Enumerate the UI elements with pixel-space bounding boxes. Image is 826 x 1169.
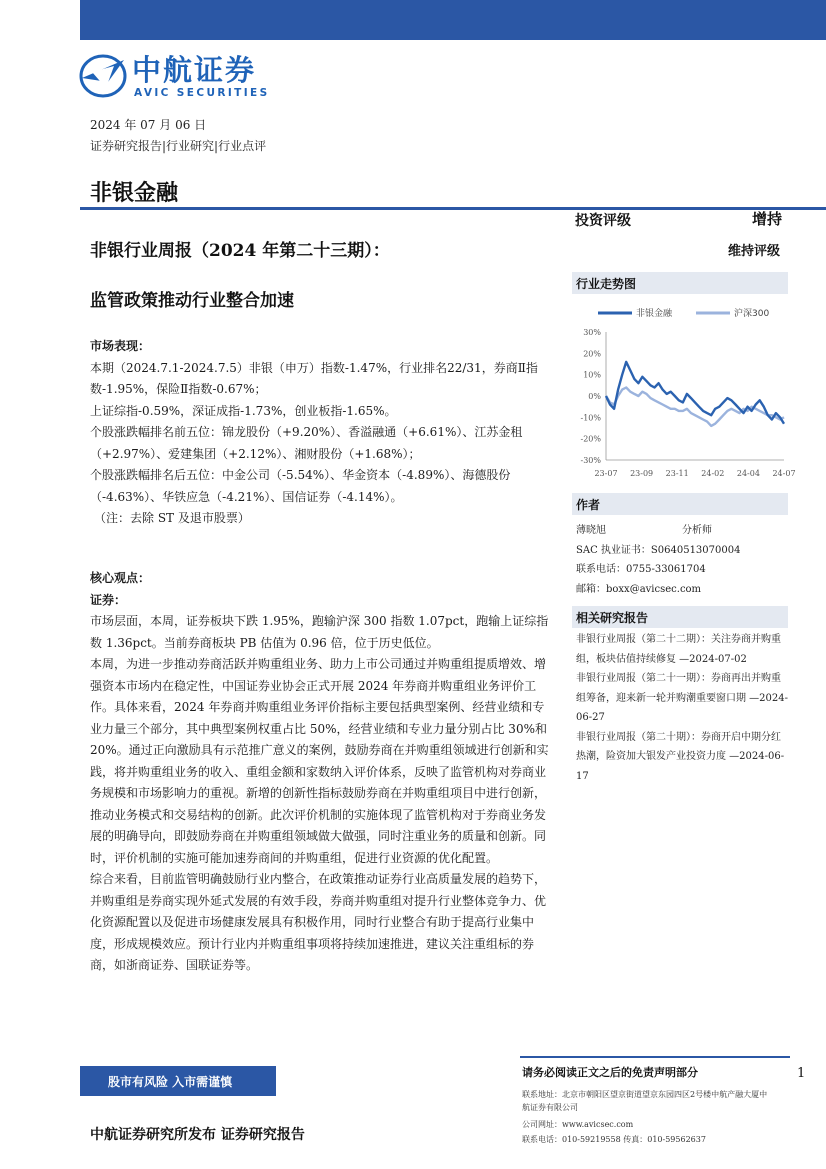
market-line: （注：去除 ST 及退市股票） xyxy=(94,511,250,525)
footer-phone: 联系电话：010-59219558 传真：010-59562637 xyxy=(522,1135,706,1144)
report-subtitle: 监管政策推动行业整合加速 xyxy=(90,291,294,311)
rating-value: 增持 xyxy=(752,210,783,228)
report-date: 2024 年 07 月 06 日 xyxy=(90,118,207,132)
company-logo xyxy=(78,48,278,104)
author-email[interactable]: 邮箱：boxx@avicsec.com xyxy=(576,584,702,595)
core-paragraph: 综合来看，目前监管明确鼓励行业内整合，在政策推动证券行业高质量发展的趋势下，并购重组是券商实现外延式发展的有效手段，券商并购重组对提升行业整体竞争力、优化资源配置以及促进市场健康发展具有积极作用，同时行业整合有助于提高行业集中度，形成规模效应。预计行业内并购重组事项将持续加速推进，建议关注重组标的券商，如浙商证券、国联证券等。 xyxy=(90,872,547,972)
y-tick-label: -10% xyxy=(580,413,601,423)
core-title: 核心观点： xyxy=(90,571,151,585)
related-report-item[interactable]: 非银行业周报（第二十二期）：关注券商并购重组，板块估值持续修复 —2024-07-02 xyxy=(576,634,781,665)
x-tick-label: 24-02 xyxy=(701,469,725,478)
y-tick-label: 10% xyxy=(583,370,601,380)
report-type: 证券研究报告|行业研究|行业点评 xyxy=(90,139,267,153)
disclaimer-note: 请务必阅读正文之后的免责声明部分 xyxy=(522,1066,698,1079)
market-line: 上证综指-0.59%，深证成指-1.73%，创业板指-1.65%。 xyxy=(90,403,397,418)
industry-name: 非银金融 xyxy=(90,180,179,206)
core-section xyxy=(90,568,550,977)
chart-section-header: 行业走势图 xyxy=(572,272,788,294)
risk-banner: 股市有风险 入市需谨慎 xyxy=(80,1066,276,1096)
securities-title: 证券： xyxy=(90,592,127,607)
market-section xyxy=(90,336,550,530)
top-color-bar xyxy=(80,0,826,40)
author-section-header: 作者 xyxy=(572,493,788,515)
market-line: 个股涨跌幅排名后五位：中金公司（-5.54%）、华金资本（-4.89%）、海德股份（-4.63%）、华铁应急（-4.21%）、国信证券（-4.14%）。 xyxy=(90,468,511,504)
series-line xyxy=(606,388,784,426)
x-tick-label: 23-11 xyxy=(665,469,689,478)
y-tick-label: 30% xyxy=(583,328,601,337)
header-divider xyxy=(80,207,826,210)
publisher-line: 中航证券研究所发布 证券研究报告 xyxy=(90,1127,305,1143)
footer-divider xyxy=(520,1056,790,1058)
rating-maintain: 维持评级 xyxy=(728,244,781,259)
avic-emblem-icon xyxy=(78,48,128,100)
logo-chinese-name: 中航证券 xyxy=(132,53,257,87)
page-number: 1 xyxy=(797,1066,806,1081)
legend-label: 沪深300 xyxy=(734,309,770,319)
footer-website[interactable]: 公司网址：www.avicsec.com xyxy=(522,1120,634,1129)
author-title: 分析师 xyxy=(682,525,712,536)
core-paragraph: 市场层面，本周，证券板块下跌 1.95%，跑输沪深 300 指数 1.07pct，跑输上证综指数 1.36pct。当前券商板块 PB 估值为 0.96 倍，位于历史低位。 xyxy=(90,614,549,650)
market-title: 市场表现： xyxy=(90,339,151,353)
footer-address: 联系地址：北京市朝阳区望京街道望京东园四区2号楼中航产融大厦中航证券有限公司 xyxy=(522,1090,768,1112)
logo-english-name: AVIC SECURITIES xyxy=(134,87,270,99)
x-tick-label: 24-04 xyxy=(736,469,760,478)
related-report-item[interactable]: 非银行业周报（第二十一期）：券商再出并购重组筹备，迎来新一轮并购潮重要窗口期 —2024-06-27 xyxy=(576,673,789,723)
y-tick-label: 0% xyxy=(588,392,601,401)
core-paragraph: 本周，为进一步推动券商活跃并购重组业务、助力上市公司通过并购重组提质增效、增强资本市场内在稳定性，中国证券业协会正式开展 2024 年券商并购重组业务评价工作。具体来看，2024 年券商并购重组业务评价指标主要包括典型案例、经营业绩和专业力量三个部分，其中典型案例权重占比 50%，经营业绩和专业力量分别占比 30%和 20%。通过正向激励具有示范推广意义的案例，鼓励券商在并购重组领域进行创新和实践，将并购重组业务的收入、重组金额和家数纳入评价体系，反映了监管机构对券商业务规模和市场影响力的重视。新增的创新性指标鼓励券商在并购重组项目中进行创新，推动业务模式和交易结构的创新。此次评价机制的实施体现了监管机构对于券商业务发展的明确导向，即鼓励券商在并购重组领域做大做强，同时注重业务的质量和创新。同时，评价机制的实施可能加速券商间的并购重组，促进行业资源的优化配置。 xyxy=(90,657,549,865)
author-cert: SAC 执业证书：S0640513070004 xyxy=(576,545,741,556)
y-tick-label: 20% xyxy=(583,349,601,359)
rating-label: 投资评级 xyxy=(575,213,631,229)
related-report-item[interactable]: 非银行业周报（第二十期）：券商开启中期分红热潮，险资加大银发产业投资力度 —2024-06-17 xyxy=(576,731,785,782)
related-section-header: 相关研究报告 xyxy=(572,606,788,628)
x-tick-label: 23-07 xyxy=(594,469,618,478)
report-title: 非银行业周报（2024 年第二十三期）： xyxy=(90,241,390,261)
legend-label: 非银金融 xyxy=(636,309,673,319)
author-name: 薄晓旭 xyxy=(576,525,606,536)
y-tick-label: -20% xyxy=(580,434,601,444)
market-line: 本期（2024.7.1-2024.7.5）非银（申万）指数-1.47%，行业排名22/31，券商Ⅱ指数-1.95%，保险Ⅱ指数-0.67%； xyxy=(90,360,538,396)
market-line: 个股涨跌幅排名前五位：锦龙股份（+9.20%）、香溢融通（+6.61%）、江苏金租（+2.97%）、爱建集团（+2.12%）、湘财股份（+1.68%）； xyxy=(90,425,523,461)
author-phone: 联系电话：0755-33061704 xyxy=(576,564,706,575)
x-tick-label: 24-07 xyxy=(772,469,796,478)
y-tick-label: -30% xyxy=(580,456,601,465)
x-tick-label: 23-09 xyxy=(630,469,654,478)
related-reports-list xyxy=(576,630,790,786)
industry-trend-chart xyxy=(570,298,796,488)
